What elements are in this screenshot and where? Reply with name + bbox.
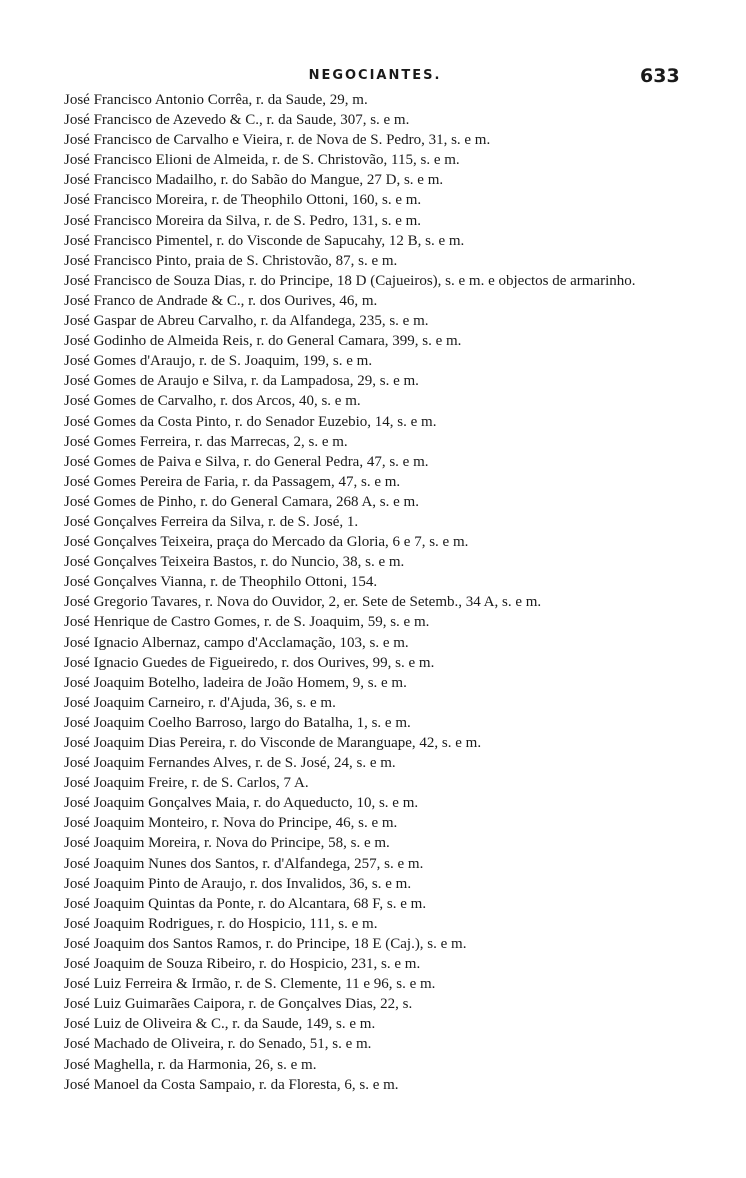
merchant-entry: José Gomes de Pinho, r. do General Camara, 268 A, s. e m.	[64, 493, 419, 510]
merchant-entry: José Gomes de Paiva e Silva, r. do General Pedra, 47, s. e m.	[64, 453, 429, 470]
merchant-entry: José Joaquim Quintas da Ponte, r. do Alcantara, 68 F, s. e m.	[64, 895, 427, 912]
merchant-entry: José Joaquim Gonçalves Maia, r. do Aqueducto, 10, s. e m.	[64, 795, 419, 812]
merchant-entry: José Joaquim Rodrigues, r. do Hospicio, 111, s. e m.	[64, 915, 378, 932]
merchant-entry: José Francisco Pimentel, r. do Visconde de Sapucahy, 12 B, s. e m.	[64, 232, 465, 249]
merchant-entry: José Francisco Madailho, r. do Sabão do Mangue, 27 D, s. e m.	[64, 172, 444, 189]
merchant-entry: José Francisco de Azevedo & C., r. da Saude, 307, s. e m.	[64, 112, 410, 129]
merchant-entry: José Gonçalves Teixeira, praça do Mercado da Gloria, 6 e 7, s. e m.	[64, 534, 469, 551]
merchant-entry: José Joaquim de Souza Ribeiro, r. do Hospicio, 231, s. e m.	[64, 956, 421, 973]
merchant-entry: José Joaquim dos Santos Ramos, r. do Principe, 18 E (Caj.), s. e m.	[64, 935, 467, 952]
merchant-entry: José Gomes Ferreira, r. das Marrecas, 2, s. e m.	[64, 433, 348, 450]
merchant-entry: José Joaquim Freire, r. de S. Carlos, 7 A.	[64, 775, 309, 792]
merchant-entry: José Gonçalves Vianna, r. de Theophilo Ottoni, 154.	[64, 574, 378, 591]
merchant-entry: José Francisco Moreira da Silva, r. de S. Pedro, 131, s. e m.	[64, 212, 422, 229]
merchant-entry: José Luiz Ferreira & Irmão, r. de S. Clemente, 11 e 96, s. e m.	[64, 976, 436, 993]
page-number: 633	[640, 65, 680, 87]
merchant-entry: José Gregorio Tavares, r. Nova do Ouvidor, 2, er. Sete de Setemb., 34 A, s. e m.	[64, 594, 542, 611]
merchant-entry: José Francisco Elioni de Almeida, r. de S. Christovão, 115, s. e m.	[64, 152, 460, 169]
merchant-entry: José Machado de Oliveira, r. do Senado, 51, s. e m.	[64, 1036, 372, 1053]
merchant-entry: José Francisco Moreira, r. de Theophilo Ottoni, 160, s. e m.	[64, 192, 422, 209]
merchant-entry: José Joaquim Pinto de Araujo, r. dos Invalidos, 36, s. e m.	[64, 875, 412, 892]
merchant-entry: José Gomes Pereira de Faria, r. da Passagem, 47, s. e m.	[64, 473, 401, 490]
merchant-entry: José Joaquim Carneiro, r. d'Ajuda, 36, s. e m.	[64, 694, 336, 711]
merchant-entry: José Henrique de Castro Gomes, r. de S. Joaquim, 59, s. e m.	[64, 614, 430, 631]
merchant-entry: José Francisco de Carvalho e Vieira, r. de Nova de S. Pedro, 31, s. e m.	[64, 132, 491, 149]
merchant-entry: José Joaquim Fernandes Alves, r. de S. José, 24, s. e m.	[64, 755, 396, 772]
merchant-entry: José Francisco Antonio Corrêa, r. da Saude, 29, m.	[64, 92, 368, 108]
merchant-entry: José Gomes d'Araujo, r. de S. Joaquim, 199, s. e m.	[64, 353, 373, 370]
merchant-entry: José Joaquim Botelho, ladeira de João Homem, 9, s. e m.	[64, 674, 407, 691]
merchant-entry: José Luiz de Oliveira & C., r. da Saude, 149, s. e m.	[64, 1016, 376, 1033]
merchant-entry: José Manoel da Costa Sampaio, r. da Floresta, 6, s. e m.	[64, 1076, 399, 1093]
merchant-entry: José Joaquim Monteiro, r. Nova do Principe, 46, s. e m.	[64, 815, 398, 832]
merchant-entry: José Gomes da Costa Pinto, r. do Senador Euzebio, 14, s. e m.	[64, 413, 437, 430]
merchant-entry: José Gonçalves Ferreira da Silva, r. de S. José, 1.	[64, 513, 359, 530]
page-header	[0, 64, 746, 88]
merchant-entry: José Francisco de Souza Dias, r. do Principe, 18 D (Cajueiros), s. e m. e objectos de armarinho.	[64, 272, 636, 289]
merchant-entry: José Ignacio Albernaz, campo d'Acclamação, 103, s. e m.	[64, 634, 409, 651]
merchant-entry: José Franco de Andrade & C., r. dos Ourives, 46, m.	[64, 292, 378, 309]
merchant-entry: José Maghella, r. da Harmonia, 26, s. e m.	[64, 1056, 317, 1073]
merchant-entry: José Joaquim Moreira, r. Nova do Principe, 58, s. e m.	[64, 835, 390, 852]
merchant-entry: José Godinho de Almeida Reis, r. do General Camara, 399, s. e m.	[64, 333, 462, 350]
merchant-entry: José Ignacio Guedes de Figueiredo, r. dos Ourives, 99, s. e m.	[64, 654, 435, 671]
merchant-entry: José Joaquim Coelho Barroso, largo do Batalha, 1, s. e m.	[64, 714, 411, 731]
merchant-entry: José Luiz Guimarães Caipora, r. de Gonçalves Dias, 22, s.	[64, 996, 413, 1013]
merchant-entry: José Joaquim Nunes dos Santos, r. d'Alfandega, 257, s. e m.	[64, 855, 424, 872]
merchant-entry: José Gaspar de Abreu Carvalho, r. da Alfandega, 235, s. e m.	[64, 313, 429, 330]
running-title: NEGOCIANTES.	[308, 68, 442, 83]
merchant-entry: José Francisco Pinto, praia de S. Christovão, 87, s. e m.	[64, 252, 398, 269]
merchant-list	[64, 90, 712, 1095]
merchant-entry: José Gomes de Carvalho, r. dos Arcos, 40, s. e m.	[64, 393, 361, 410]
merchant-entry: José Gomes de Araujo e Silva, r. da Lampadosa, 29, s. e m.	[64, 373, 419, 390]
merchant-entry: José Gonçalves Teixeira Bastos, r. do Nuncio, 38, s. e m.	[64, 554, 405, 571]
merchant-entry: José Joaquim Dias Pereira, r. do Visconde de Maranguape, 42, s. e m.	[64, 735, 482, 751]
